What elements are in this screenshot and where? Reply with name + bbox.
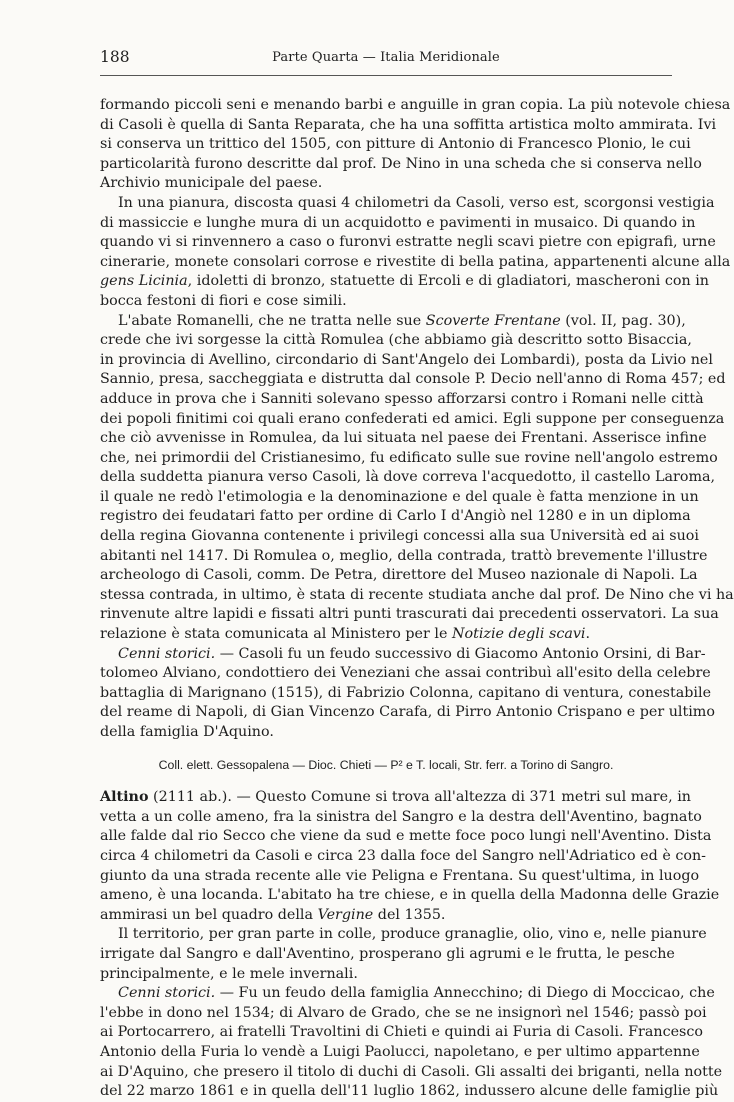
text-line: in provincia di Avellino, circondario di Sant'Angelo dei Lombardi), posta da Livio nel	[100, 351, 713, 368]
text-line: della suddetta pianura verso Casoli, là dove correva l'acquedotto, il castello Laroma,	[100, 469, 716, 486]
text-line: tolomeo Alviano, condottiero dei Veneziani che assai contribuì all'esito della celebre	[100, 665, 711, 682]
text-line: Il territorio, per gran parte in colle, produce granaglie, olio, vino e, nelle pianure	[118, 926, 707, 943]
text-line: Archivio municipale del paese.	[100, 175, 323, 192]
text-line: Sannio, presa, saccheggiata e distrutta dal console P. Decio nell'anno di Roma 457; ed	[100, 371, 726, 388]
text-line: del reame di Napoli, di Gian Vincenzo Carafa, di Pirro Antonio Crispano e per ultimo	[100, 704, 715, 721]
text-line: l'ebbe in dono nel 1534; di Alvaro de Grado, che se ne insignorì nel 1546; passò poi	[100, 1004, 707, 1021]
text-line: formando piccoli seni e menando barbi e anguille in gran copia. La più notevole chiesa	[100, 97, 731, 113]
text-line: dei popoli finitimi coi quali erano confederati ed amici. Egli suppone per conseguenza	[100, 410, 725, 427]
text-line: Cenni storici. — Casoli fu un feudo successivo di Giacomo Antonio Orsini, di Bar-	[118, 645, 706, 662]
text-line: gens Licinia, idoletti di bronzo, statuette di Ercoli e di gladiatori, mascheroni con in	[100, 273, 710, 290]
text-line: della famiglia D'Aquino.	[100, 724, 274, 740]
electoral-caption: Coll. elett. Gessopalena — Dioc. Chieti — P² e T. locali, Str. ferr. a Torino di Sangro.	[158, 757, 614, 772]
text-line: si conserva un trittico del 1505, con pitture di Antonio di Francesco Plonio, le cui	[100, 136, 691, 153]
running-title: Parte Quarta — Italia Meridionale	[272, 50, 500, 65]
text-line: quando vi si rinvennero a caso o furonvi estratte negli scavi pietre con epigrafi, urne	[100, 234, 716, 251]
text-line: di Casoli è quella di Santa Reparata, che ha una soffitta artistica molto ammirata. Ivi	[100, 116, 717, 133]
text-line: vetta a un colle ameno, fra la sinistra del Sangro e la destra dell'Aventino, bagnato	[100, 808, 702, 825]
text-line: circa 4 chilometri da Casoli e circa 23 dalla foce del Sangro nell'Adriatico ed è con-	[100, 847, 706, 864]
text-line: rinvenute altre lapidi e fissati altri punti trascurati dai precedenti osservatori. La sua	[100, 606, 719, 623]
text-line: bocca festoni di fiori e cose simili.	[100, 292, 347, 309]
text-line: stessa contrada, in ultimo, è stata di recente studiata anche dal prof. De Nino che vi ha	[100, 586, 734, 603]
text-line: giunto da una strada recente alle vie Peligna e Frentana. Su quest'ultima, in luogo	[100, 867, 700, 884]
text-line: di massiccie e lunghe mura di un acquidotto e pavimenti in musaico. Di quando in	[100, 214, 696, 231]
text-line: Antonio della Furia lo vendè a Luigi Paolucci, napoletano, e per ultimo appartenne	[100, 1043, 700, 1060]
altino-section	[100, 788, 723, 1102]
text-line: ai D'Aquino, che presero il titolo di duchi di Casoli. Gli assalti dei briganti, nella notte	[100, 1063, 723, 1080]
text-line: archeologo di Casoli, comm. De Petra, direttore del Museo nazionale di Napoli. La	[100, 567, 698, 584]
text-line: alle falde dal rio Secco che viene da sud e mette foce poco lungi nell'Aventino. Dista	[100, 828, 712, 845]
text-line: particolarità furono descritte dal prof. De Nino in una scheda che si conserva nello	[100, 155, 702, 172]
text-line: abitanti nel 1417. Di Romulea o, meglio, della contrada, trattò brevemente l'illustre	[100, 547, 708, 564]
text-line: principalmente, e le mele invernali.	[100, 965, 358, 982]
text-line: cinerarie, monete consolari corrose e rivestite di bella patina, appartenenti alcune alla	[100, 253, 731, 270]
text-line: Altino (2111 ab.). — Questo Comune si trova all'altezza di 371 metri sul mare, in	[100, 789, 691, 806]
text-line: In una pianura, discosta quasi 4 chilometri da Casoli, verso est, scorgonsi vestigia	[118, 194, 715, 211]
text-line: ammirasi un bel quadro della Vergine del 1355.	[100, 906, 446, 923]
casoli-section	[100, 96, 734, 743]
text-line: Cenni storici. — Fu un feudo della famiglia Annecchino; di Diego di Moccicao, che	[118, 985, 715, 1002]
text-line: adduce in prova che i Sanniti solevano spesso afforzarsi contro i Romani nelle città	[100, 390, 704, 407]
text-line: della regina Giovanna contenente i privilegi concessi alla sua Università ed ai suoi	[100, 528, 699, 545]
text-line: ameno, è una locanda. L'abitato ha tre chiese, e in quella della Madonna delle Grazie	[100, 887, 720, 904]
text-line: del 22 marzo 1861 e in quella dell'11 luglio 1862, indussero alcune delle famiglie più	[100, 1083, 719, 1100]
text-line: registro dei feudatari fatto per ordine di Carlo I d'Angiò nel 1280 e in un diploma	[100, 508, 691, 525]
text-line: battaglia di Marignano (1515), di Fabrizio Colonna, capitano di ventura, conestabile	[100, 684, 712, 701]
text-line: L'abate Romanelli, che ne tratta nelle sue Scoverte Frentane (vol. II, pag. 30),	[118, 312, 686, 329]
header-rule	[100, 75, 672, 76]
text-line: irrigate dal Sangro e dall'Aventino, prosperano gli agrumi e le frutta, le pesche	[100, 945, 675, 962]
text-line: che ciò avvenisse in Romulea, da lui situata nel paese dei Frentani. Asserisce infine	[100, 430, 707, 447]
text-line: relazione è stata comunicata al Ministero per le Notizie degli scavi.	[100, 626, 591, 643]
page-number: 188	[100, 48, 130, 66]
text-line: il quale ne redò l'etimologia e la denominazione e del quale è fatta menzione in un	[100, 488, 699, 505]
text-line: ai Portocarrero, ai fratelli Travoltini di Chieti e quindi ai Furia di Casoli. Francesco	[100, 1024, 704, 1041]
body-text	[100, 96, 734, 1102]
text-line: crede che ivi sorgesse la città Romulea (che abbiamo già descritto sotto Bisaccia,	[100, 332, 692, 349]
page-header	[100, 48, 672, 70]
text-line: che, nei primordii del Cristianesimo, fu edificato sulle sue rovine nell'angolo estremo	[100, 449, 718, 466]
